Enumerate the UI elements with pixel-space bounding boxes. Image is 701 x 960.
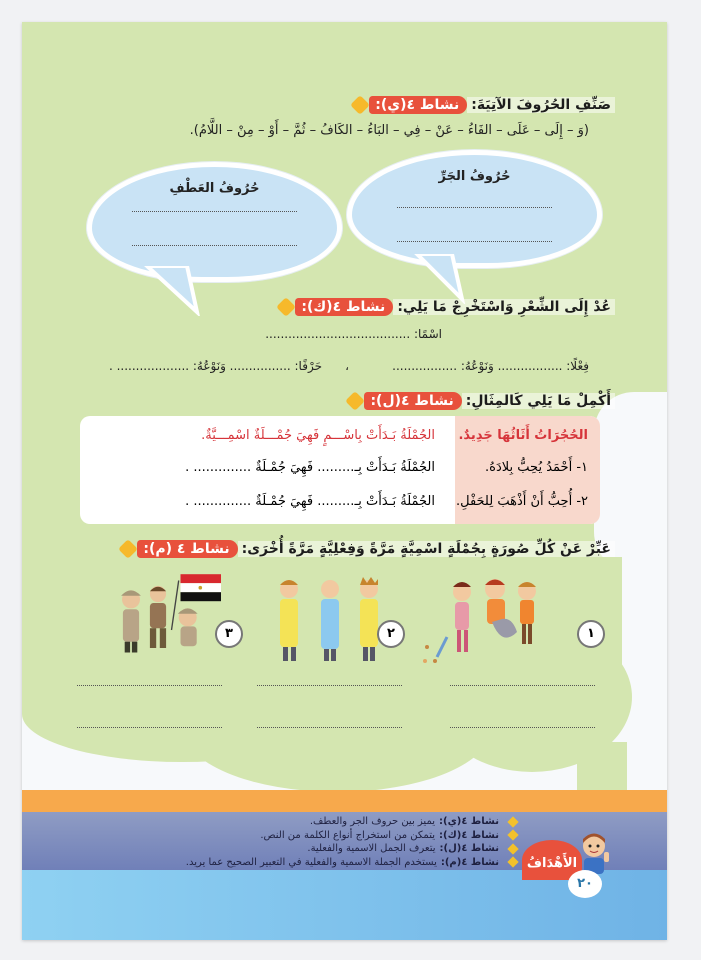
verb-answer[interactable]: فِعْلًا: ................. وَنَوْعُهُ: ................. [392, 359, 589, 373]
goal-badge: نشاط ٤(م): [440, 856, 499, 868]
goal-badge: نشاط ٤(ك): [439, 829, 499, 841]
answer-line[interactable] [397, 241, 552, 242]
answer-line[interactable] [257, 727, 402, 728]
activity-badge: نشاط ٤(ي): [369, 96, 467, 114]
boy-mascot-icon [574, 830, 614, 874]
scientists-image [267, 577, 397, 667]
noun-answer[interactable]: اسْمًا: ...................................... [265, 327, 442, 341]
activity-badge: نشاط ٤(ل): [364, 392, 461, 410]
answer-line[interactable] [132, 211, 297, 212]
goal-item [186, 842, 517, 856]
goals-label: الأَهْدَافُ [522, 840, 582, 880]
goal-badge: نشاط ٤(ل): [439, 843, 499, 854]
activity-l-header [352, 392, 619, 410]
activity-title: عُدْ إِلَى الشِّعْرِ وَاسْتَخْرِجْ مَا يَلِي: [393, 299, 615, 315]
cloud-conjunctions [87, 162, 342, 282]
star-icon [507, 843, 518, 854]
answer-2[interactable]: الجُمْلَةُ بَـدَأَتْ بِـ......... فَهِيَ جُمْـلَةٌ .............. . [185, 494, 435, 509]
cloud-tail [412, 254, 472, 304]
activity-badge: نشاط ٤(ك): [295, 298, 393, 316]
goal-text: يتعرف الجمل الاسمية والفعلية. [307, 843, 436, 854]
example-table [80, 416, 600, 524]
answer-1[interactable]: الجُمْلَةُ بَـدَأَتْ بِـ......... فَهِيَ جُمْـلَةٌ .............. . [185, 460, 435, 475]
activity-m-header [125, 540, 619, 558]
activity-y-header [357, 96, 619, 114]
letters-list: (وَ – إِلَى – عَلَى – الفَاءُ – عَنْ – فِي – البَاءُ – الكَافُ – ثُمَّ – أَوْ – مِنْ – اللَّامُ). [189, 123, 589, 138]
particle-answer[interactable]: حَرْفًا: ................ وَنَوْعُهُ: ................... . [108, 359, 322, 373]
answer-line[interactable] [397, 207, 552, 208]
goal-item [186, 856, 517, 870]
picture-number: ٢ [377, 620, 405, 648]
goals-list [186, 815, 517, 869]
goal-text: يميز بين حروف الجر والعطف. [309, 816, 436, 827]
answer-line[interactable] [132, 245, 297, 246]
picture-number: ١ [577, 620, 605, 648]
goal-text: يتمكن من استخراج أنواع الكلمة من النص. [260, 829, 436, 841]
activity-title: أَكْمِلْ مَا يَلِي كَالمِثَالِ: [462, 393, 615, 409]
children-cleaning-image [417, 577, 547, 667]
answer-line[interactable] [450, 727, 595, 728]
example-sentence: الحُجُرَاتُ أَثَاثُهَا جَدِيدٌ. [458, 428, 588, 443]
goal-item [186, 829, 517, 843]
activity-title: صَنِّفِ الحُرُوفَ الآتِيَةَ: [467, 97, 615, 113]
star-icon [507, 830, 518, 841]
workbook-page [22, 22, 667, 940]
page-number: ٢٠ [568, 870, 602, 898]
star-icon [507, 816, 518, 827]
footer-orange-band [22, 790, 667, 814]
goal-text: يستخدم الجملة الاسمية والفعلية في التعبير الصحيح عما يريد. [185, 856, 437, 868]
answer-line[interactable] [450, 685, 595, 686]
example-answer: الجُمْلَةُ بَـدَأَتْ بِاسْـــمٍ فَهِيَ جُمْـــلَةٌ اسْمِـــيَّةٌ. [201, 428, 435, 443]
sentence-2: ٢- أُحِبُّ أَنْ أَذْهَبَ لِلحَفْلِ. [455, 494, 588, 509]
picture-number: ٣ [215, 620, 243, 648]
activity-title: عَبِّرْ عَنْ كُلِّ صُورَةٍ بِجُمْلَةٍ اسْمِيَّةٍ مَرَّةً وَفِعْلِيَّةٍ مَرَّةً أُخْرَى: [238, 541, 615, 557]
sentence-1: ١- أَحْمَدُ يُحِبُّ بِلادَهُ. [485, 460, 588, 475]
answer-line[interactable] [77, 727, 222, 728]
cloud-tail [137, 266, 207, 316]
activity-badge: نشاط ٤ (م): [137, 540, 237, 558]
soldiers-flag-image [102, 567, 232, 657]
cloud-title: حُرُوفُ الجَرِّ [438, 169, 511, 184]
cloud-title: حُرُوفُ العَطْفِ [169, 181, 260, 196]
goal-item [186, 815, 517, 829]
separator: ، [345, 359, 349, 373]
activity-k-header [283, 298, 619, 316]
goal-badge: نشاط ٤(ي): [439, 816, 499, 827]
answer-line[interactable] [77, 685, 222, 686]
star-icon [507, 857, 518, 868]
cloud-prepositions [347, 150, 602, 268]
answer-line[interactable] [257, 685, 402, 686]
